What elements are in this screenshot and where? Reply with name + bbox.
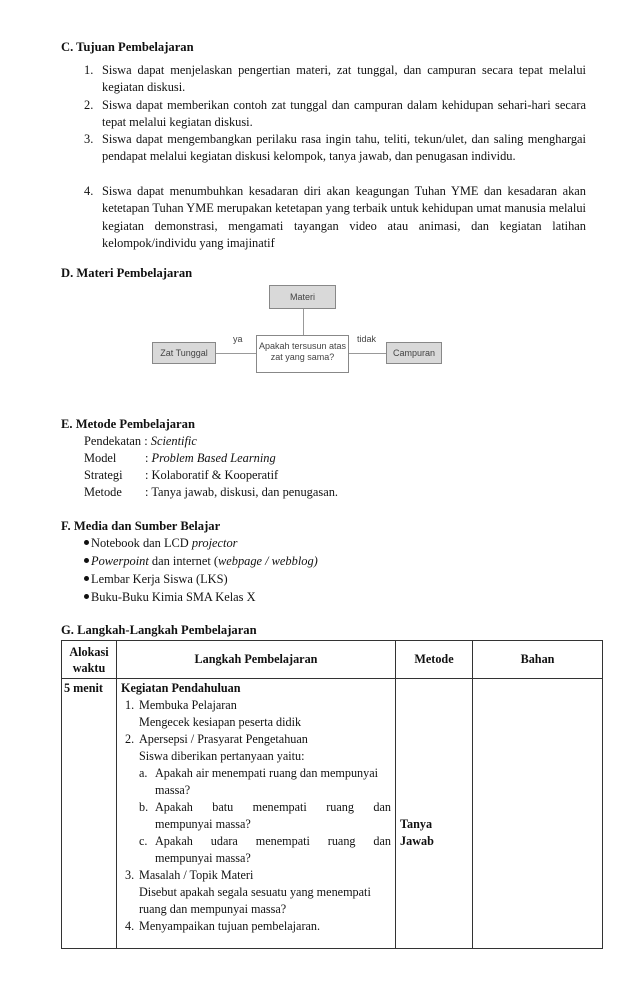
bullet-icon: [84, 594, 89, 599]
section-c-heading: C. Tujuan Pembelajaran: [61, 40, 194, 54]
header-alokasi-waktu: Alokasi waktu: [62, 641, 117, 679]
media-item-powerpoint: Powerpoint dan internet (webpage / webblog): [84, 553, 318, 570]
section-e-heading: E. Metode Pembelajaran: [61, 417, 195, 431]
section-f-heading: F. Media dan Sumber Belajar: [61, 519, 221, 533]
objective-item-3: 3. Siswa dapat mengembangkan perilaku rasa ingin tahu, teliti, tekun/ulet, dan saling menghargai pendapat melalui kegiatan diskusi kelompok, tanya jawab, dan penugasan individu.: [84, 132, 586, 164]
header-bahan: Bahan: [473, 641, 603, 679]
method-row-metode: Metode : Tanya jawab, diskusi, dan penugasan.: [84, 485, 338, 499]
method-row-model: Model : Problem Based Learning: [84, 451, 276, 465]
connector-right: [349, 353, 386, 354]
media-item-lks: Lembar Kerja Siswa (LKS): [84, 571, 228, 588]
bullet-icon: [84, 540, 89, 545]
cell-bahan: [473, 679, 603, 949]
diagram-box-campuran: Campuran: [386, 342, 442, 364]
connector-top: [303, 309, 304, 335]
diagram-box-question: Apakah tersusun atas zat yang sama?: [256, 335, 349, 373]
bullet-icon: [84, 558, 89, 563]
question-b-line: Apakah batu menempati ruang dan: [155, 800, 391, 814]
table-row: [62, 679, 603, 949]
section-g-heading: G. Langkah-Langkah Pembelajaran: [61, 623, 257, 637]
learning-steps-table: [61, 640, 603, 949]
diagram-label-no: tidak: [357, 334, 377, 344]
section-d-heading: D. Materi Pembelajaran: [61, 266, 193, 280]
cell-metode: Tanya Jawab: [396, 679, 473, 949]
objective-item-2: 2. Siswa dapat memberikan contoh zat tunggal dan campuran dalam kehidupan sehari-hari secara tepat melalui kegiatan diskusi.: [84, 98, 586, 130]
cell-time: 5 menit: [62, 679, 117, 949]
table-header-row: [62, 641, 603, 679]
cell-steps: Kegiatan Pendahuluan 1. Membuka Pelajaran Mengecek kesiapan peserta didik 2. Apersepsi / Prasyarat Pengetahuan Siswa diberikan pertanyaan yaitu: a. Apakah air menempati ruang dan mempunyai massa? b. Apakah batu menempati ruang dan mempunyai massa? c. Apakah udara menempati ruang dan mempunyai massa? 3. Masalah / Topik Materi Disebut apakah segala sesuatu yang menempati ruang dan mempunyai massa? 4. Menyampaikan tujuan pembelajaran.: [117, 679, 396, 949]
diagram-box-zat-tunggal: Zat Tunggal: [152, 342, 216, 364]
objective-item-1: 1. Siswa dapat menjelaskan pengertian materi, zat tunggal, dan campuran secara tepat melalui kegiatan diskusi.: [84, 63, 586, 95]
media-item-notebook: Notebook dan LCD projector: [84, 535, 238, 552]
objective-item-4: 4. Siswa dapat menumbuhkan kesadaran diri akan keagungan Tuhan YME dan kesadaran akan ketetapan Tuhan YME merupakan ketetapan yang terbaik untuk kehidupan umat manusia melalui kegiatan demonstrasi, mengamati tayangan video atau animasi, dan kegiatan latihan kelompok/individu yang imajinatif: [84, 184, 586, 250]
bullet-icon: [84, 576, 89, 581]
media-item-books: Buku-Buku Kimia SMA Kelas X: [84, 589, 256, 606]
diagram-box-materi: Materi: [269, 285, 336, 309]
question-c-line: Apakah udara menempati ruang dan: [155, 834, 391, 848]
diagram-label-yes: ya: [233, 334, 243, 344]
method-row-strategi: Strategi : Kolaboratif & Kooperatif: [84, 468, 279, 482]
method-row-pendekatan: Pendekatan : Scientific: [84, 434, 197, 448]
header-langkah: Langkah Pembelajaran: [117, 641, 396, 679]
header-metode: Metode: [396, 641, 473, 679]
